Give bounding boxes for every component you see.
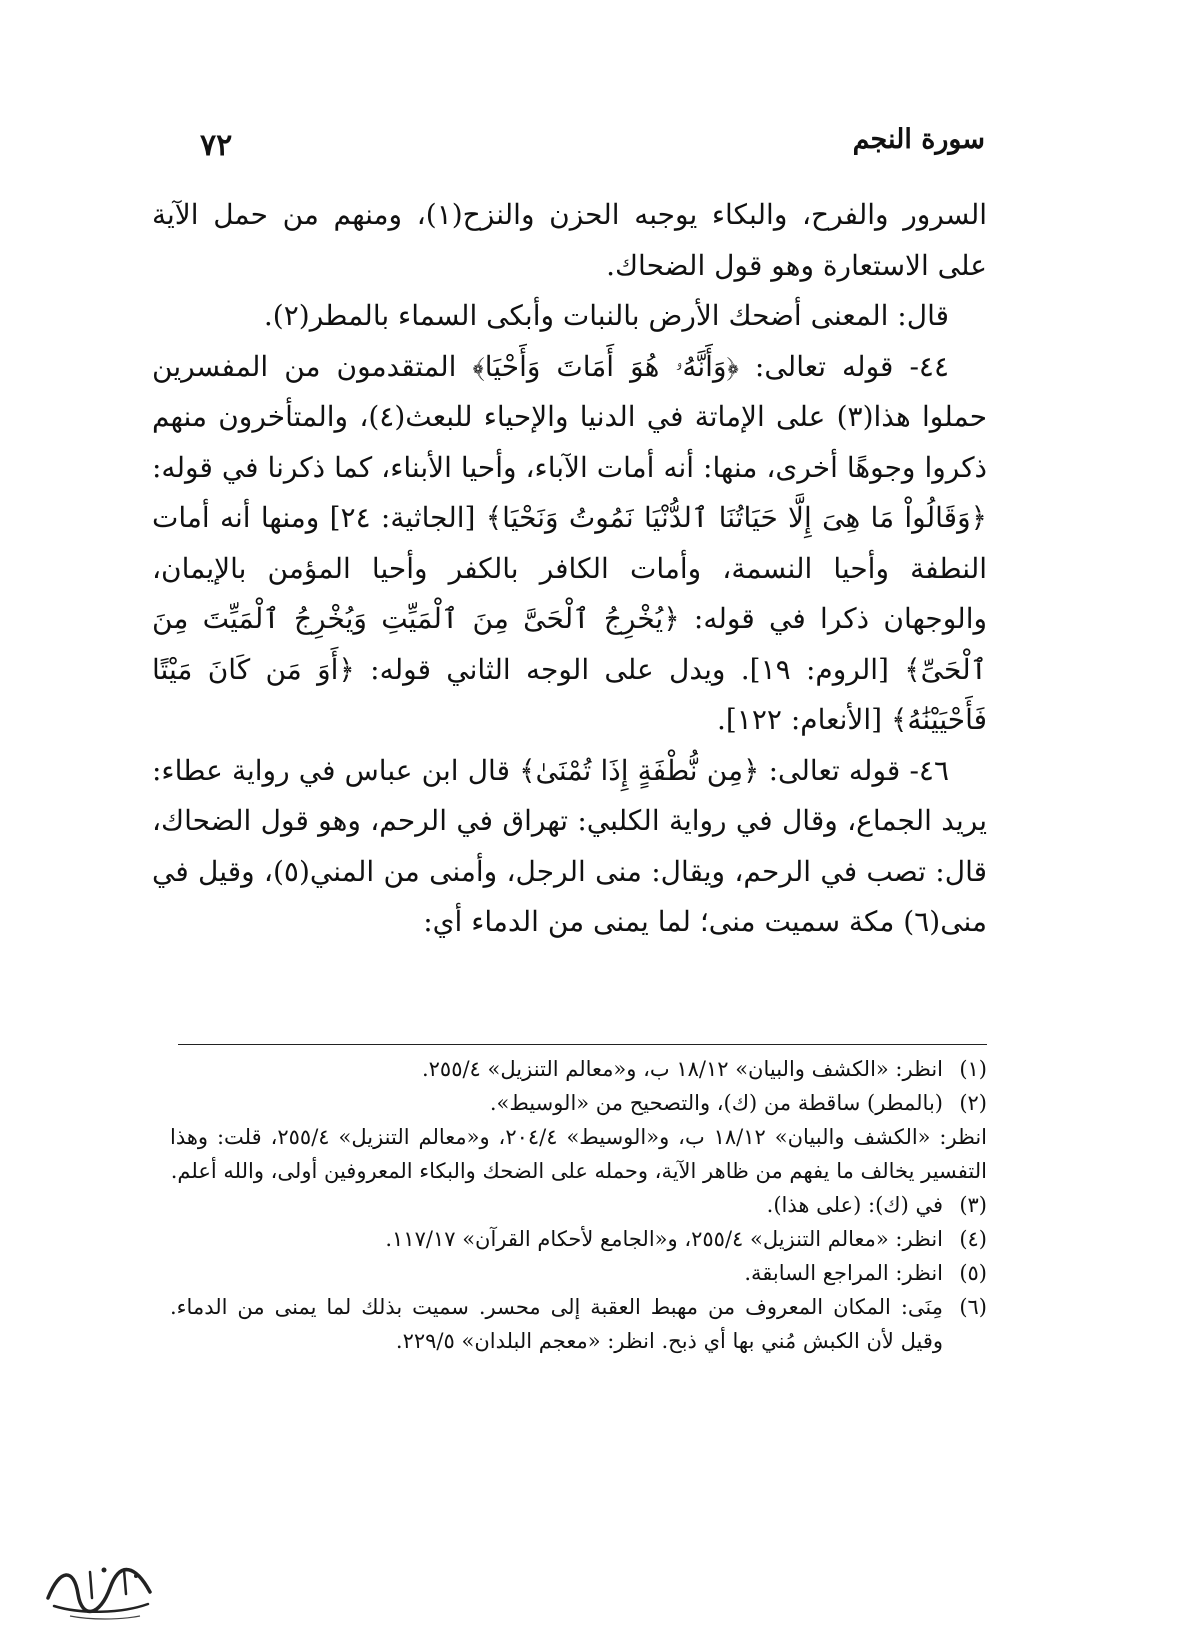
paragraph-verse-44: ٤٤- قوله تعالى: ﴿وَأَنَّهُۥ هُوَ أَمَاتَ وَأَحْيَا﴾ المتقدمون من المفسرين حملوا هذا(٣) على الإماتة في الدنيا والإحياء للبعث(٤)، والمتأخرون منهم ذكروا وجوهًا أخرى، منها: أنه أمات الآباء، وأحيا الأبناء، كما ذكرنا في قوله: ﴿وَقَالُواْ مَا هِىَ إِلَّا حَيَاتُنَا ٱلدُّنْيَا نَمُوتُ وَنَحْيَا﴾ [الجاثية: ٢٤] ومنها أنه أمات النطفة وأحيا النسمة، وأمات الكافر بالكفر وأحيا المؤمن بالإيمان، والوجهان ذكرا في قوله: ﴿يُخْرِجُ ٱلْحَىَّ مِنَ ٱلْمَيِّتِ وَيُخْرِجُ ٱلْمَيِّتَ مِنَ ٱلْحَىِّ﴾ [الروم: ١٩]. ويدل على الوجه الثاني قوله: ﴿أَوَ مَن كَانَ مَيْتًا فَأَحْيَيْنَٰهُ﴾ [الأنعام: ١٢٢]. [152, 349, 988, 736]
footnote-6 [170, 1290, 987, 1358]
footnote-text: مِنَى: المكان المعروف من مهبط العقبة إلى محسر. سميت بذلك لما يمنى من الدماء. وقيل لأن الكبش مُني بها أي ذبح. انظر: «معجم البلدان» ٢٢٩/٥. [170, 1295, 943, 1353]
footnote-number: (٢) [959, 1091, 987, 1115]
footnote-text: انظر: «الكشف والبيان» ١٨/١٢ ب، و«الوسيط» ٢٠٤/٤، و«معالم التنزيل» ٢٥٥/٤، قلت: وهذا التفسير يخالف ما يفهم من ظاهر الآية، وحمله على الضحك والبكاء المعروفين أولى، والله أعلم. [170, 1125, 988, 1183]
footnote-3 [170, 1188, 987, 1222]
footnote-text: في (ك): (على هذا). [766, 1193, 943, 1217]
main-text [152, 190, 987, 948]
page-header [200, 124, 985, 172]
page-number: ٧٢ [200, 128, 233, 163]
footnote-number: (٣) [959, 1193, 987, 1217]
footnote-text: (بالمطر) ساقطة من (ك)، والتصحيح من «الوسيط». [489, 1091, 943, 1115]
footnote-4 [170, 1222, 987, 1256]
footnotes [170, 1052, 987, 1358]
paragraph-1: السرور والفرح، والبكاء يوجبه الحزن والنزح(١)، ومنهم من حمل الآية على الاستعارة وهو قول الضحاك. [152, 198, 988, 282]
footnote-5 [170, 1256, 987, 1290]
footnote-number: (٦) [959, 1295, 987, 1319]
footnote-number: (٤) [959, 1227, 987, 1251]
paragraph-2: قال: المعنى أضحك الأرض بالنبات وأبكى السماء بالمطر(٢). [263, 299, 949, 332]
paragraph-verse-46: ٤٦- قوله تعالى: ﴿مِن نُّطْفَةٍ إِذَا تُمْنَىٰ﴾ قال ابن عباس في رواية عطاء: يريد الجماع، وقال في رواية الكلبي: تهراق في الرحم، وهو قول الضحاك، قال: تصب في الرحم، ويقال: منى الرجل، وأمنى من المني(٥)، وقيل في منى(٦) مكة سميت منى؛ لما يمنى من الدماء أي: [152, 753, 988, 938]
footnote-number: (١) [959, 1057, 987, 1081]
publisher-calligraphy-logo-icon [40, 1558, 158, 1622]
footnote-2-continued [170, 1120, 987, 1188]
footnote-divider [178, 1044, 987, 1045]
footnote-2 [170, 1086, 987, 1120]
footnote-text: انظر: «الكشف والبيان» ١٨/١٢ ب، و«معالم التنزيل» ٢٥٥/٤. [421, 1057, 943, 1081]
footnote-text: انظر: المراجع السابقة. [744, 1261, 943, 1285]
footnote-text: انظر: «معالم التنزيل» ٢٥٥/٤، و«الجامع لأحكام القرآن» ١١٧/١٧. [385, 1227, 943, 1251]
footnote-number: (٥) [959, 1261, 987, 1285]
footnote-1 [170, 1052, 987, 1086]
running-title: سورة النجم [852, 124, 985, 155]
